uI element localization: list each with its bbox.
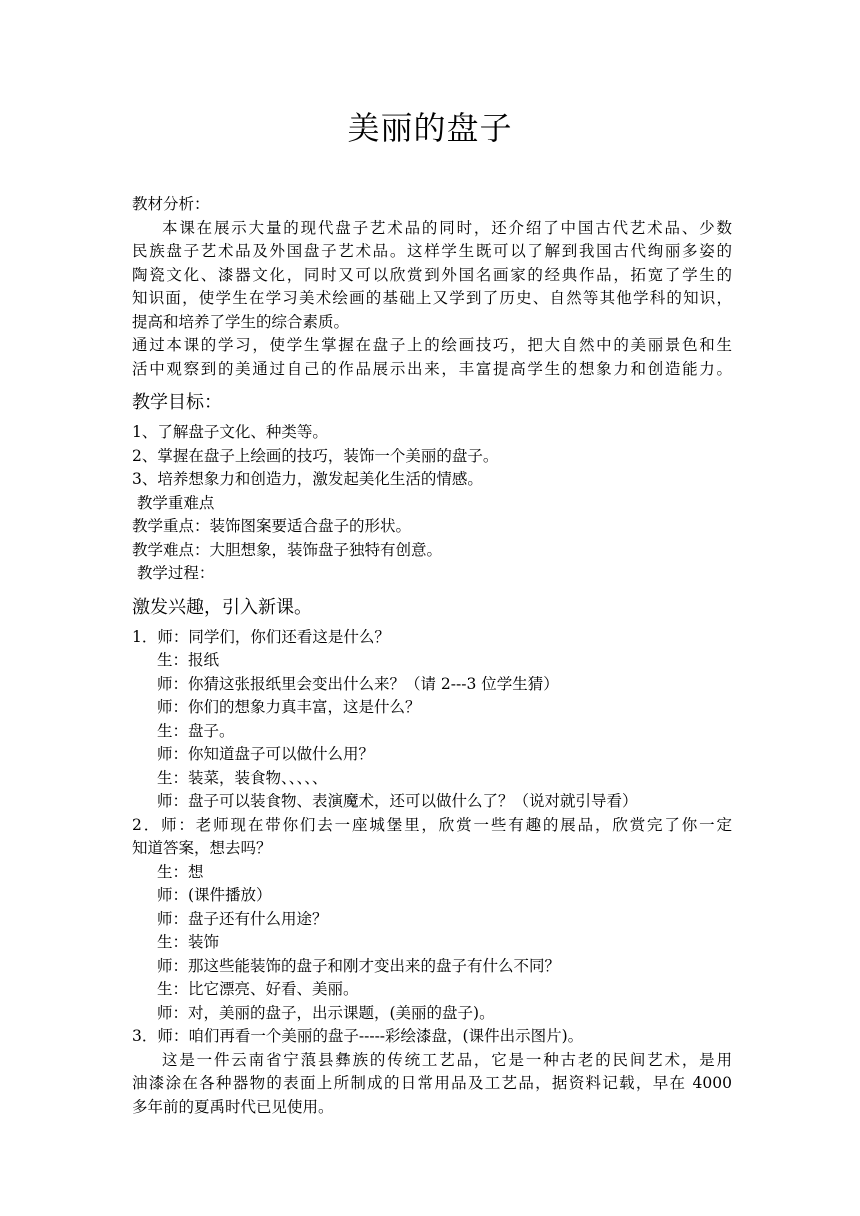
step3-lead: 3．师：咱们再看一个美丽的盘子-----彩绘漆盘，(课件出示图片)。 <box>132 1027 584 1045</box>
dialog-line: 生：想 <box>157 862 204 881</box>
dialog-line: 师：对，美丽的盘子，出示课题，(美丽的盘子)。 <box>157 1003 495 1022</box>
goals-heading: 教学目标： <box>132 392 222 413</box>
dialog-line: 师：盘子还有什么用途？ <box>157 909 328 928</box>
difficulty-label: 教学重难点 <box>132 493 215 512</box>
dialog-line: 生：装饰 <box>157 933 220 951</box>
dialog-line: 生：报纸 <box>157 651 220 669</box>
goal-item: 3、培养想象力和创造力，激发起美化生活的情感。 <box>132 470 483 488</box>
dialog-line: 生：装菜，装食物、、、、、 <box>157 768 328 787</box>
dialog-line: 师：那这些能装饰的盘子和刚才变出来的盘子有什么不同？ <box>157 956 561 975</box>
step2-lead: 知道答案，想去吗？ <box>132 839 272 857</box>
analysis-para2-line: 活中观察到的美通过自己的作品展示出来，丰富提高学生的想象力和创造能力。 <box>132 359 732 378</box>
step3-para-line: 这是一件云南省宁蒗县彝族的传统工艺品，它是一种古老的民间艺术，是用 <box>162 1050 732 1069</box>
analysis-para2-line: 通过本课的学习，使学生掌握在盘子上的绘画技巧，把大自然中的美丽景色和生 <box>132 336 732 354</box>
step2-lead: 2．师：老师现在带你们去一座城堡里，欣赏一些有趣的展品，欣赏完了你一定 <box>132 815 732 834</box>
dialog-line: 师：你猜这张报纸里会变出什么来？（请 2---3 位学生猜） <box>157 674 559 693</box>
analysis-para1-line: 知识面，使学生在学习美术绘画的基础上又学到了历史、自然等其他学科的知识， <box>132 289 732 307</box>
section-heading: 激发兴趣，引入新课。 <box>132 596 312 618</box>
dialog-line: 生：比它漂亮、好看、美丽。 <box>157 980 359 998</box>
page-title: 美丽的盘子 <box>347 109 513 147</box>
process-label: 教学过程： <box>132 564 215 582</box>
dialog-line: 师：你知道盘子可以做什么用？ <box>157 745 375 763</box>
analysis-para1-line: 民族盘子艺术品及外国盘子艺术品。这样学生既可以了解到我国古代绚丽多姿的 <box>132 242 732 260</box>
analysis-label: 教材分析： <box>132 195 210 213</box>
analysis-para1-line: 陶瓷文化、漆器文化，同时又可以欣赏到外国名画家的经典作品，拓宽了学生的 <box>132 265 732 284</box>
document-body <box>132 193 732 1119</box>
step3-para-line: 多年前的夏禹时代已见使用。 <box>132 1097 334 1116</box>
analysis-para1-line: 提高和培养了学生的综合素质。 <box>132 312 350 331</box>
dialog-line: 师：你们的想象力真丰富，这是什么？ <box>157 698 421 716</box>
goal-item: 1、了解盘子文化、种类等。 <box>132 423 328 441</box>
hard-point: 教学难点：大胆想象，装饰盘子独特有创意。 <box>132 540 443 559</box>
step1-lead: 1．师：同学们，你们还看这是什么？ <box>132 627 390 646</box>
key-point: 教学重点：装饰图案要适合盘子的形状。 <box>132 517 412 535</box>
dialog-line: 生：盘子。 <box>157 721 235 740</box>
dialog-line: 师：盘子可以装食物、表演魔术，还可以做什么了？（说对就引导看） <box>157 792 638 810</box>
step3-para-line: 油漆涂在各种器物的表面上所制成的日常用品及工艺品，据资料记载，早在 4000 <box>132 1074 732 1092</box>
analysis-para1-line: 本课在展示大量的现代盘子艺术品的同时，还介绍了中国古代艺术品、少数 <box>162 218 732 237</box>
goal-item: 2、掌握在盘子上绘画的技巧，装饰一个美丽的盘子。 <box>132 446 499 465</box>
dialog-line: 师：(课件播放） <box>157 886 272 904</box>
